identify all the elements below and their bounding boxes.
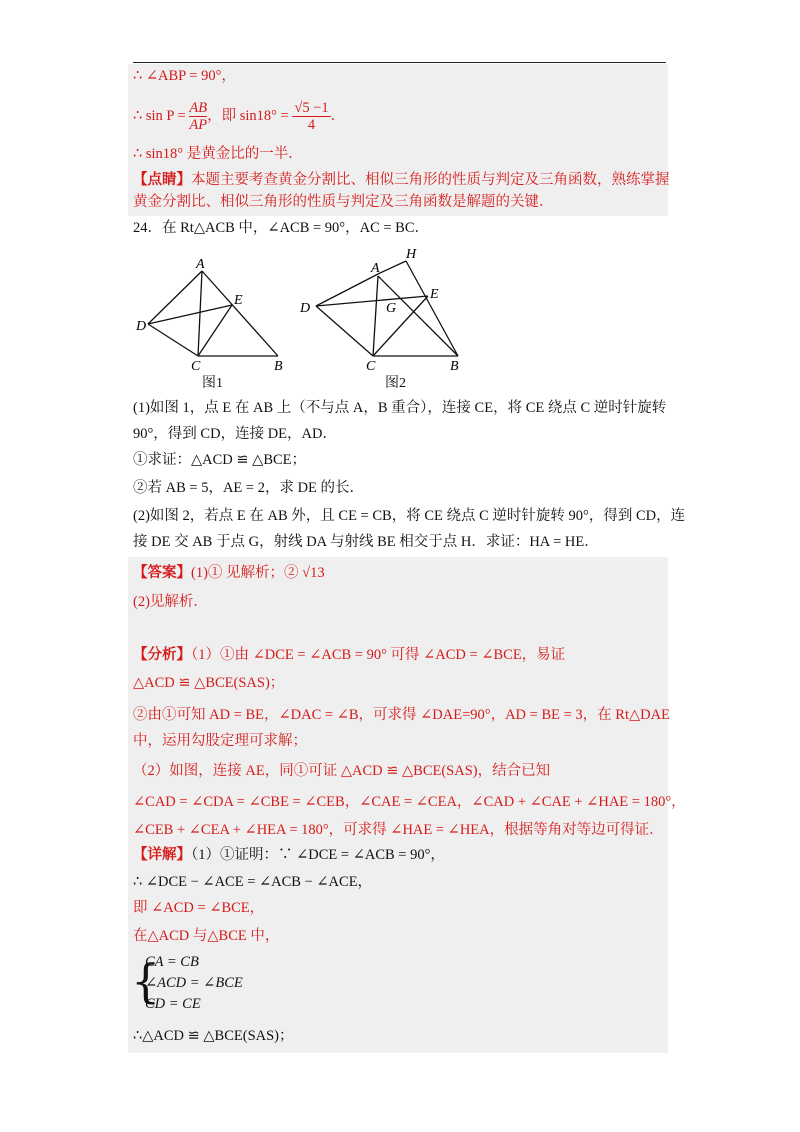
line-comment-1: [133, 170, 670, 190]
fig2-label-b: B: [450, 359, 459, 374]
fig2-label-e: E: [430, 287, 439, 302]
frac2-num: √5 −1: [294, 100, 329, 116]
line-comment-2: 黄金分割比、相似三角形的性质与判定及三角函数是解题的关键．: [133, 194, 554, 210]
part2-line2: 接 DE 交 AB 于点 G，射线 DA 与射线 BE 相交于点 H．求证：HA = HE．: [133, 534, 599, 550]
fig2-label-d: D: [300, 301, 311, 316]
system-line-1: CA = CB: [145, 954, 199, 970]
figure1-caption: 图1: [202, 376, 223, 391]
line-golden: ∴ sin18° 是黄金比的一半．: [133, 146, 303, 162]
detail-line-2: ∴ ∠DCE − ∠ACE = ∠ACB − ∠ACE，: [133, 874, 373, 890]
frac-root5: [292, 100, 330, 133]
system-line-3: CD = CE: [145, 996, 201, 1012]
answer-tag: 【答案】: [133, 565, 191, 581]
fig1-label-e: E: [234, 293, 243, 308]
fig1-label-b: B: [274, 359, 283, 374]
top-rule: [133, 62, 666, 63]
detail-line-3: 即 ∠ACD = ∠BCE，: [133, 900, 265, 916]
comment-text: 本题主要考查黄金分割比、相似三角形的性质与判定及三角函数，熟练掌握: [191, 172, 670, 188]
fig1-label-d: D: [136, 319, 147, 334]
answer-line-1: [133, 563, 666, 583]
fig2-label-h: H: [406, 247, 417, 262]
answer-text: (1)① 见解析；② √13: [191, 565, 325, 581]
detail-line-1: [133, 845, 666, 865]
detail-text: （1）①证明：∵ ∠DCE = ∠ACB = 90°，: [191, 847, 445, 863]
system-line-2: ∠ACD = ∠BCE: [145, 975, 243, 991]
system-brace: {: [131, 954, 161, 1008]
part1-line4: ②若 AB = 5，AE = 2，求 DE 的长．: [133, 480, 365, 496]
comment-tag: 【点睛】: [133, 172, 191, 188]
figure1-lines: [148, 271, 278, 356]
analysis-tag: 【分析】: [133, 647, 191, 663]
part1-line2: 90°，得到 CD，连接 DE，AD．: [133, 426, 337, 442]
fig1-label-a: A: [196, 257, 205, 272]
line-abp: ∴ ∠ABP = 90°，: [133, 68, 236, 84]
frac-den: AP: [189, 117, 208, 133]
frac-num: AB: [189, 100, 208, 116]
frac-ab-ap: [189, 100, 207, 133]
analysis-line-6: ∠CAD = ∠CDA = ∠CBE = ∠CEB，∠CAE = ∠CEA，∠CAD + ∠CAE + ∠HAE = 180°，: [133, 794, 686, 810]
analysis-text: （1）①由 ∠DCE = ∠ACB = 90° 可得 ∠ACD = ∠BCE，易证: [191, 647, 566, 663]
analysis-line-1: [133, 645, 666, 665]
figure-area: [128, 246, 488, 381]
fig2-label-c: C: [366, 359, 376, 374]
geometry-figures: [128, 246, 488, 376]
frac2-den: 4: [307, 117, 316, 133]
answer-line-2: (2)见解析．: [133, 594, 208, 610]
fig1-label-c: C: [191, 359, 201, 374]
part1-line1: (1)如图 1，点 E 在 AB 上（不与点 A，B 重合），连接 CE，将 CE 绕点 C 逆时针旋转: [133, 400, 667, 416]
analysis-line-2: △ACD ≌ △BCE(SAS)；: [133, 675, 285, 691]
line-sin-p: [133, 100, 666, 133]
fig2-label-g: G: [386, 301, 397, 316]
detail-line-4: 在△ACD 与△BCE 中，: [133, 928, 280, 944]
sin18-text: ，即 sin18° =: [207, 107, 293, 124]
detail-conclusion: ∴△ACD ≌ △BCE(SAS)；: [133, 1028, 294, 1044]
period: ．: [330, 107, 346, 124]
fig2-label-a: A: [371, 261, 380, 276]
analysis-line-7: ∠CEB + ∠CEA + ∠HEA = 180°，可求得 ∠HAE = ∠HEA，根据等角对等边可得证．: [133, 822, 664, 838]
question-24: 24．在 Rt△ACB 中，∠ACB = 90°，AC = BC．: [133, 220, 430, 236]
detail-tag: 【详解】: [133, 847, 191, 863]
part1-line3: ①求证：△ACD ≌ △BCE；: [133, 452, 307, 468]
analysis-line-5: （2）如图，连接 AE，同①可证 △ACD ≌ △BCE(SAS)，结合已知: [133, 763, 551, 779]
analysis-line-3: ②由①可知 AD = BE，∠DAC = ∠B，可求得 ∠DAE=90°，AD = BE = 3，在 Rt△DAE: [133, 707, 670, 723]
part2-line1: (2)如图 2，若点 E 在 AB 外，且 CE = CB，将 CE 绕点 C 逆时针旋转 90°，得到 CD，连: [133, 508, 686, 524]
figure2-caption: 图2: [385, 376, 406, 391]
analysis-line-4: 中，运用勾股定理可求解；: [133, 733, 307, 749]
sinp-text: ∴ sin P =: [133, 107, 190, 124]
